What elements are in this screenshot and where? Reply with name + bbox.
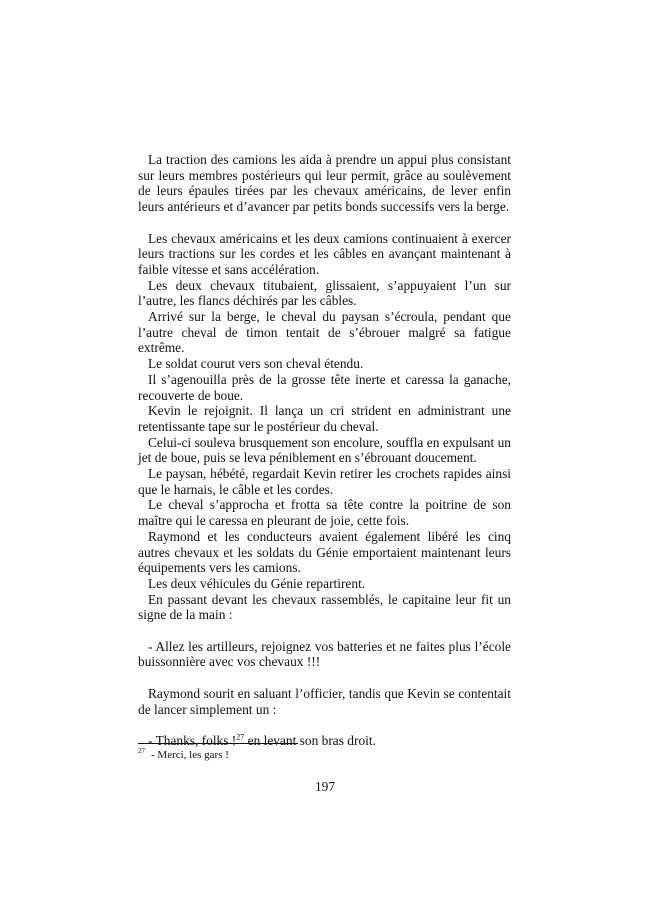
final-line-text: - Thanks, folks ! — [148, 732, 237, 748]
paragraph-13: En passant devant les chevaux rassemblés, le capitaine leur fit un signe de la main : — [138, 591, 511, 623]
paragraph-7: Kevin le rejoignit. Il lança un cri strident en administrant une retentissante tape sur le postérieur du cheval. — [138, 403, 511, 434]
paragraph-8: Celui-ci souleva brusquement son encolure, souffla en expulsant un jet de boue, puis se leva péniblement en s’ébrouant doucement. — [138, 434, 511, 466]
paragraph-6: Il s’agenouilla près de la grosse tête inerte et caressa la ganache, recouverte de boue. — [138, 371, 511, 403]
final-line — [138, 733, 511, 749]
footnote-divider — [138, 743, 298, 744]
footnote-number: 27 — [138, 747, 145, 756]
body-text — [138, 152, 511, 749]
footnote — [138, 749, 229, 762]
paragraph-4: Arrivé sur la berge, le cheval du paysan s’écroula, pendant que l’autre cheval de timon tentait de s’ébrouer malgré sa fatigue extrême. — [138, 309, 511, 356]
final-line-rest: en levant son bras droit. — [244, 732, 376, 748]
footnote-reference: 27 — [236, 732, 245, 742]
paragraph-12: Les deux véhicules du Génie repartirent. — [148, 575, 366, 591]
paragraph-9: Le paysan, hébété, regardait Kevin retirer les crochets rapides ainsi que le harnais, le câble et les cordes. — [138, 466, 511, 497]
footnote-text: - Merci, les gars ! — [151, 749, 229, 761]
paragraph-5: Le soldat courut vers son cheval étendu. — [148, 356, 364, 372]
paragraph-1: La traction des camions les aida à prendre un appui plus consistant sur leurs membres postérieurs qui leur permit, grâce au soulèvement de leurs épaules tirées par les chevaux américains, de lever enfin leurs antérieurs et d’avancer par petits bonds successifs vers la berge. — [138, 152, 511, 215]
paragraph-10: Le cheval s’approcha et frotta sa tête contre la poitrine de son maître qui le caressa en pleurant de joie, cette fois. — [138, 497, 511, 529]
dialogue-line: - Allez les artilleurs, rejoignez vos batteries et ne faites plus l’école buissonnière avec vos chevaux !!! — [138, 638, 511, 670]
paragraph-15: Raymond sourit en saluant l’officier, tandis que Kevin se contentait de lancer simplement un : — [138, 685, 511, 717]
page-number: 197 — [314, 779, 336, 794]
paragraph-11: Raymond et les conducteurs avaient également libéré les cinq autres chevaux et les soldats du Génie emportaient maintenant leurs équipements vers les camions. — [138, 528, 511, 576]
paragraph-2: Les chevaux américains et les deux camions continuaient à exercer leurs tractions sur les cordes et les câbles en avançant maintenant à faible vitesse et sans accélération. — [138, 230, 511, 277]
paragraph-3: Les deux chevaux titubaient, glissaient, s’appuyaient l’un sur l’autre, les flancs déchirés par les câbles. — [138, 277, 511, 309]
